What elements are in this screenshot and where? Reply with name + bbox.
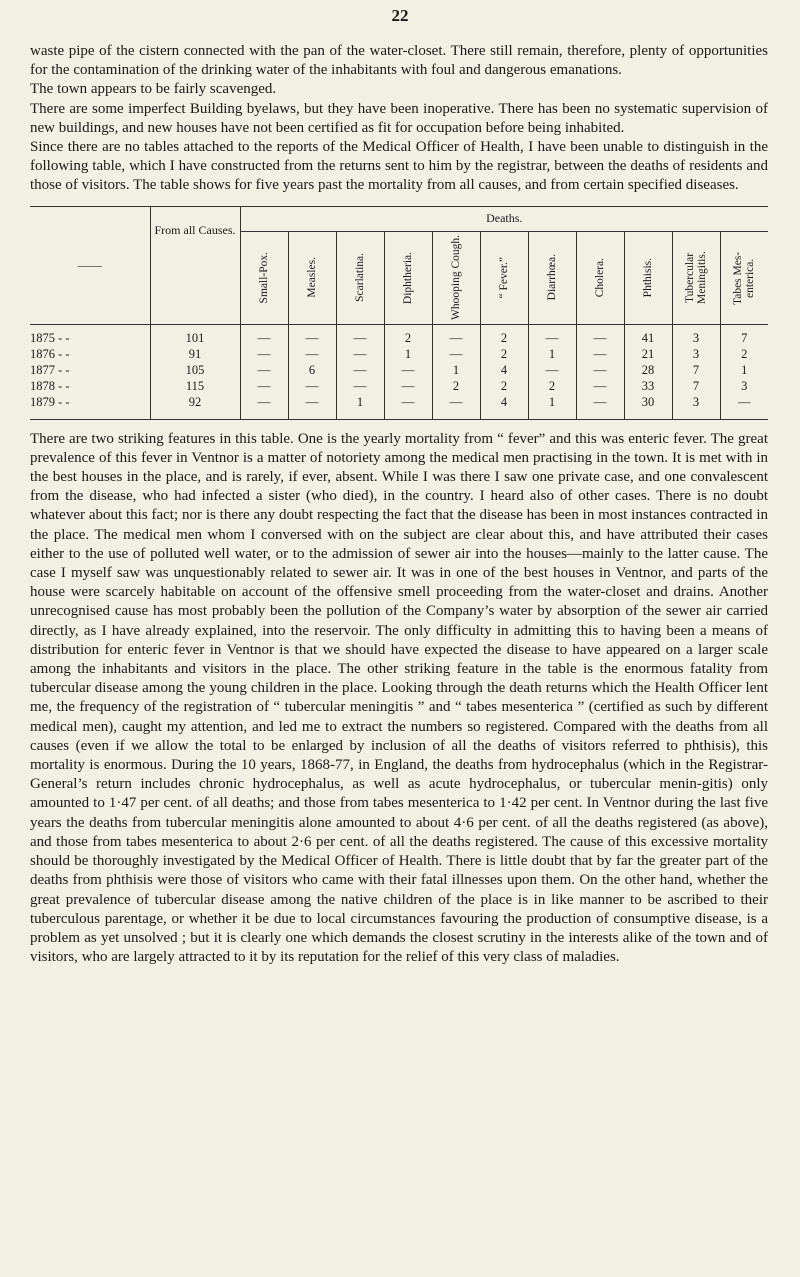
- deaths-cell: 28: [624, 363, 672, 379]
- paragraph-water-closet: waste pipe of the cistern connected with the pan of the water-closet. There still remain, therefore, plenty of opportunities for the contamination of the drinking water of the inhabitants with foul and dangerous emanations.: [30, 43, 768, 79]
- col-header-cholera: Cholera.: [576, 231, 624, 324]
- paragraph-scavenged: The town appears to be fairly scavenged.: [30, 81, 277, 98]
- deaths-cell: —: [528, 324, 576, 347]
- deaths-cell: 4: [480, 395, 528, 420]
- deaths-cell: —: [240, 379, 288, 395]
- deaths-cell: 1: [384, 347, 432, 363]
- deaths-cell: 7: [672, 379, 720, 395]
- table-row: [30, 379, 768, 395]
- deaths-cell: 33: [624, 379, 672, 395]
- blank-header: ——: [30, 206, 150, 324]
- paragraph-discussion: There are two striking features in this table. One is the yearly mortality from “ fever” and this was enteric fever. The great prevalence of this fever in Ventnor is a matter of notoriety among the medical men practising in the town. It is met with in the best houses in the place, and is rarely, if ever, absent. While I was there I saw one private case, and one convalescent from the disease, who had infected a sister (who died), in the country. I heard also of other cases. There is no doubt whatever about this fact; nor is there any doubt respecting the fact that the disease has been in most instances contracted in the place. The medical men whom I conversed with on the subject are clear about this, and have attributed their cases either to the use of polluted well water, or to the admission of sewer air into the houses—mainly to the latter cause. The case I myself saw was unquestionably related to sewer air. It was in one of the best houses in Ventnor, and parts of the house were scarcely habitable on account of the offensive smell proceeding from the water-closet and drains. Another unrecognised cause has most probably been the pollution of the Company’s water by absorption of the sewer air carried directly, as I have already explained, into the reservoir. The only difficulty in admitting this to having been a means of distribution for enteric fever in Ventnor is that we should have expected the disease to have appeared on a larger scale among the inhabitants and visitors in the place. The other striking feature in the table is the enormous fatality from tubercular disease among the young children in the place. Looking through the death returns which the Health Officer lent me, the frequency of the registration of “ tubercular meningitis ” and “ tabes mesenterica ” (certified as such by different medical men), caught my attention, and led me to extract the numbers so registered. Compared with the deaths from all causes (even if we allow the total to be enlarged by inclusion of all the deaths of visitors referred to phthisis), this mortality is enormous. During the 10 years, 1868-77, in England, the deaths from hydrocephalus (which in the Registrar-General’s return includes chronic hydrocephalus, as well as acute hydrocephalus, or tubercular menin-gitis) only amounted to 1·47 per cent. of all deaths; and those from tabes mesenterica to 1·42 per cent. In Ventnor during the last five years the deaths from tubercular meningitis alone amounted to about 4·6 per cent. of all the deaths registered (as above), and those from tabes mesenterica to about 2·6 per cent. of all the deaths registered. The cause of this excessive mortality should be thoroughly investigated by the Medical Officer of Health. There is little doubt that by far the greater part of the deaths from phthisis were those of visitors who came with their fatal illnesses upon them. On the other hand, whether the great prevalence of tubercular disease among the native children of the place is in like manner to be ascribed to their tuberculous parentage, or whether it be due to local circumstances favouring the production of consumptive disease, is a problem as yet unsolved ; but it is clearly one which demands the closest scrutiny in the interests alike of the town and of visitors, who are largely attracted to it by its reputation for the relief of this very class of maladies.: [30, 430, 768, 966]
- paragraph-table-intro: Since there are no tables attached to the reports of the Medical Officer of Health, I have been unable to distinguish in the following table, which I have constructed from the returns sent to him by the registrar, between the deaths of residents and those of visitors. The table shows for five years past the mortality from all causes, and from certain specified diseases.: [30, 139, 768, 194]
- all-causes-header: From all Causes.: [150, 206, 240, 324]
- col-header-tabes-mesenterica: Tabes Mes-enterica.: [720, 231, 768, 324]
- deaths-cell: 3: [672, 395, 720, 420]
- deaths-cell: —: [576, 379, 624, 395]
- col-header-fever: “ Fever.”: [480, 231, 528, 324]
- col-header-measles: Measles.: [288, 231, 336, 324]
- deaths-cell: 1: [528, 347, 576, 363]
- deaths-cell: —: [240, 363, 288, 379]
- deaths-cell: 7: [672, 363, 720, 379]
- col-header-scarlatina: Scarlatina.: [336, 231, 384, 324]
- all-causes-cell: 105: [150, 363, 240, 379]
- mortality-table: [30, 206, 768, 420]
- deaths-cell: —: [528, 363, 576, 379]
- deaths-cell: —: [336, 379, 384, 395]
- deaths-cell: 2: [480, 347, 528, 363]
- deaths-cell: —: [576, 324, 624, 347]
- all-causes-cell: 115: [150, 379, 240, 395]
- deaths-cell: 2: [528, 379, 576, 395]
- mortality-table-wrap: [30, 206, 768, 420]
- deaths-cell: —: [240, 324, 288, 347]
- deaths-cell: —: [288, 395, 336, 420]
- deaths-cell: —: [384, 379, 432, 395]
- year-cell: 1877 - -: [30, 363, 70, 378]
- deaths-cell: 1: [336, 395, 384, 420]
- table-body: [30, 324, 768, 419]
- deaths-cell: 30: [624, 395, 672, 420]
- year-cell: 1878 - -: [30, 379, 70, 394]
- col-header-tubercular-meningitis: Tubercular Meningitis.: [672, 231, 720, 324]
- deaths-cell: 3: [672, 347, 720, 363]
- paragraph-byelaws: There are some imperfect Building byelaws, but they have been inoperative. There has been no systematic supervision of new buildings, and new houses have not been certified as fit for occupation before being inhabited.: [30, 100, 768, 136]
- deaths-cell: —: [288, 324, 336, 347]
- deaths-cell: 2: [480, 324, 528, 347]
- deaths-cell: 2: [480, 379, 528, 395]
- col-header-small-pox: Small-Pox.: [240, 231, 288, 324]
- all-causes-cell: 101: [150, 324, 240, 347]
- deaths-cell: —: [720, 395, 768, 420]
- table-row: [30, 347, 768, 363]
- deaths-cell: —: [384, 395, 432, 420]
- deaths-cell: 3: [672, 324, 720, 347]
- deaths-cell: 4: [480, 363, 528, 379]
- deaths-cell: —: [336, 347, 384, 363]
- deaths-cell: —: [432, 347, 480, 363]
- deaths-cell: —: [336, 324, 384, 347]
- col-header-diarrhoea: Diarrhœa.: [528, 231, 576, 324]
- deaths-cell: 3: [720, 379, 768, 395]
- table-row: [30, 363, 768, 379]
- deaths-cell: 6: [288, 363, 336, 379]
- all-causes-cell: 91: [150, 347, 240, 363]
- table-row: [30, 395, 768, 420]
- deaths-cell: 2: [384, 324, 432, 347]
- deaths-cell: —: [576, 347, 624, 363]
- deaths-header: Deaths.: [240, 206, 768, 231]
- year-cell: 1875 - -: [30, 331, 70, 346]
- deaths-cell: —: [288, 379, 336, 395]
- col-header-diphtheria: Diphtheria.: [384, 231, 432, 324]
- deaths-cell: 1: [528, 395, 576, 420]
- deaths-cell: —: [432, 395, 480, 420]
- deaths-cell: —: [432, 324, 480, 347]
- deaths-cell: 1: [720, 363, 768, 379]
- deaths-cell: 7: [720, 324, 768, 347]
- deaths-cell: 21: [624, 347, 672, 363]
- col-header-phthisis: Phthisis.: [624, 231, 672, 324]
- deaths-cell: —: [576, 395, 624, 420]
- year-cell: 1876 - -: [30, 347, 70, 362]
- deaths-cell: 2: [432, 379, 480, 395]
- page-body: [30, 42, 768, 967]
- deaths-cell: 41: [624, 324, 672, 347]
- deaths-cell: —: [576, 363, 624, 379]
- all-causes-cell: 92: [150, 395, 240, 420]
- page-number: 22: [391, 6, 409, 25]
- deaths-cell: —: [288, 347, 336, 363]
- year-cell: 1879 - -: [30, 395, 150, 420]
- deaths-cell: —: [240, 347, 288, 363]
- deaths-cell: 1: [432, 363, 480, 379]
- deaths-cell: 2: [720, 347, 768, 363]
- deaths-cell: —: [336, 363, 384, 379]
- table-row: [30, 324, 768, 347]
- deaths-cell: —: [240, 395, 288, 420]
- deaths-cell: —: [384, 363, 432, 379]
- col-header-whooping-cough: Whooping Cough.: [432, 231, 480, 324]
